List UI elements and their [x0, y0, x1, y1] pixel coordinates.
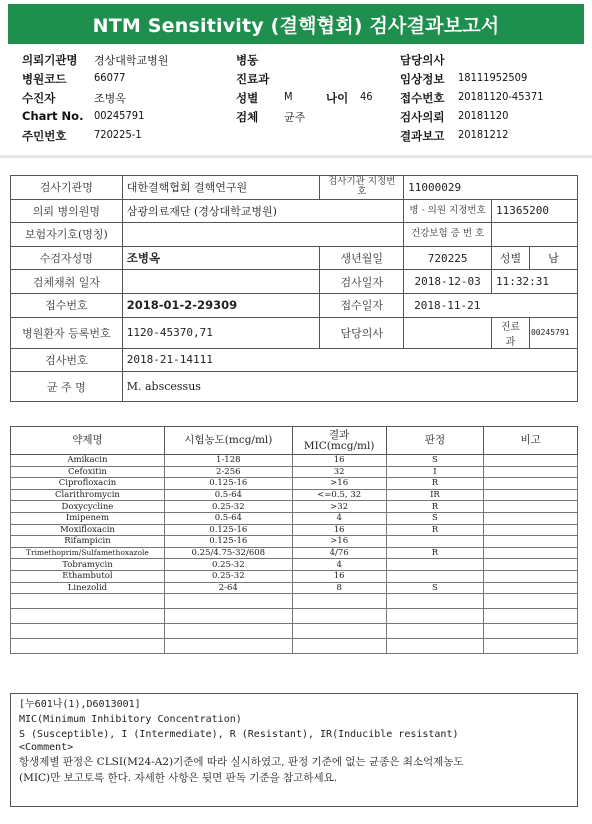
insurance-id-value — [492, 223, 578, 247]
empty-cell — [484, 624, 578, 639]
empty-row — [11, 624, 578, 639]
drug-name-cell: Doxycycline — [11, 501, 165, 513]
sex-label: 성별 — [236, 91, 259, 105]
drug-row — [11, 570, 578, 582]
interpretation-cell: R — [386, 547, 484, 559]
mic-cell: >16 — [292, 536, 386, 548]
mic-definition: MIC(Minimum Inhibitory Concentration) — [19, 714, 242, 725]
comment-tag: <Comment> — [19, 742, 74, 753]
hcode-label: 병원코드 — [22, 72, 67, 86]
concentration-cell: 0.25-32 — [164, 570, 292, 582]
chart-value: 00245791 — [94, 109, 145, 122]
age-label: 나이 — [326, 91, 349, 105]
mic-cell: 4 — [292, 559, 386, 571]
insurance-label: 보험자기호(명칭) — [11, 223, 123, 247]
organism-value: M. abscessus — [122, 372, 577, 402]
empty-cell — [484, 639, 578, 654]
mic-cell: >32 — [292, 501, 386, 513]
sex-value: M — [284, 90, 293, 103]
hospital-label: 의뢰기관명 — [22, 53, 78, 67]
ward-label: 병동 — [236, 53, 259, 67]
req-hospital-value: 삼광의료재단 (경상대학교병원) — [122, 199, 403, 223]
empty-cell — [164, 594, 292, 609]
remarks-cell — [484, 570, 578, 582]
test-time-value: 11:32:31 — [492, 270, 578, 294]
patient-dept-value: 00245791 — [529, 317, 577, 348]
remarks-cell — [484, 455, 578, 467]
empty-cell — [11, 594, 165, 609]
drug-name-cell: Clarithromycin — [11, 489, 165, 501]
insurance-id-label: 건강보험 증 번 호 — [404, 223, 492, 247]
birth-label: 생년월일 — [320, 246, 404, 270]
test-no-value: 2018-21-14111 — [122, 348, 577, 372]
test-date-label: 검사일자 — [320, 270, 404, 294]
concentration-cell: 1-128 — [164, 455, 292, 467]
drug-row — [11, 524, 578, 536]
remarks-cell — [484, 524, 578, 536]
req-hospital-code-label: 병 · 의원 지정번호 — [404, 199, 492, 223]
remarks-cell — [484, 582, 578, 594]
specimen-label: 검체 — [236, 110, 259, 124]
drug-name-cell: Trimethoprim/Sulfamethoxazole — [11, 547, 165, 559]
remarks-cell — [484, 501, 578, 513]
col-header-concentration: 시험농도(mcg/ml) — [164, 427, 292, 455]
clinical-value: 18111952509 — [458, 71, 528, 84]
accession-value: 20181120-45371 — [458, 90, 544, 103]
empty-cell — [11, 639, 165, 654]
accession-label: 접수번호 — [400, 91, 445, 105]
attending-doctor-value — [404, 317, 492, 348]
drug-name-cell: Ethambutol — [11, 570, 165, 582]
remarks-cell — [484, 559, 578, 571]
empty-cell — [164, 609, 292, 624]
interpretation-cell: R — [386, 501, 484, 513]
drug-row — [11, 559, 578, 571]
request-value: 20181120 — [458, 109, 509, 122]
concentration-cell: 0.25-32 — [164, 559, 292, 571]
interpretation-cell: S — [386, 582, 484, 594]
mic-cell: 16 — [292, 570, 386, 582]
report-header-info — [0, 48, 592, 158]
concentration-cell: 0.125-16 — [164, 478, 292, 490]
col-header-remarks: 비고 — [484, 427, 578, 455]
receipt-no-value: 2018-01-2-29309 — [122, 293, 320, 317]
interpretation-cell — [386, 559, 484, 571]
empty-cell — [484, 609, 578, 624]
drug-row — [11, 582, 578, 594]
collector-label: 수진자 — [22, 91, 56, 105]
lab-code-label: 검사기관 지정번호 — [320, 176, 404, 200]
drug-name-cell: Cefoxitin — [11, 466, 165, 478]
empty-row — [11, 594, 578, 609]
empty-cell — [292, 609, 386, 624]
attending-doctor-label: 담당의사 — [320, 317, 404, 348]
comment-note-2: (MIC)만 보고토록 한다. 자세한 사항은 뒷면 판독 기준을 참고하세요. — [19, 772, 338, 784]
header-divider — [0, 155, 592, 158]
remarks-cell — [484, 512, 578, 524]
test-date-value: 2018-12-03 — [404, 270, 492, 294]
patient-sex-value: 남 — [529, 246, 577, 270]
mic-cell: <=0.5, 32 — [292, 489, 386, 501]
req-hospital-code-value: 11365200 — [492, 199, 578, 223]
concentration-cell: 2-256 — [164, 466, 292, 478]
empty-cell — [386, 594, 484, 609]
collect-date-value — [122, 270, 320, 294]
mic-cell: 8 — [292, 582, 386, 594]
test-no-label: 검사번호 — [11, 348, 123, 372]
mic-cell: >16 — [292, 478, 386, 490]
collector-value: 조병옥 — [94, 92, 126, 105]
drug-row — [11, 512, 578, 524]
reg-no-label: 병원환자 등록번호 — [11, 317, 123, 348]
drug-row — [11, 455, 578, 467]
remarks-cell — [484, 466, 578, 478]
request-label: 검사의뢰 — [400, 110, 445, 124]
empty-cell — [164, 639, 292, 654]
birth-value: 720225 — [404, 246, 492, 270]
remarks-cell — [484, 547, 578, 559]
interpretation-cell — [386, 570, 484, 582]
empty-cell — [292, 624, 386, 639]
receipt-date-label: 접수일자 — [320, 293, 404, 317]
mic-cell: 16 — [292, 455, 386, 467]
empty-cell — [292, 639, 386, 654]
mic-cell: 4/76 — [292, 547, 386, 559]
interpretation-cell: R — [386, 524, 484, 536]
drug-susceptibility-table — [10, 426, 578, 654]
empty-cell — [386, 609, 484, 624]
drug-row — [11, 536, 578, 548]
interpretation-cell: I — [386, 466, 484, 478]
id-value: 720225-1 — [94, 128, 142, 141]
report-date-label: 결과보고 — [400, 129, 445, 143]
patient-sex-label: 성별 — [492, 246, 530, 270]
concentration-cell: 0.125-16 — [164, 536, 292, 548]
reg-no-value: 1120-45370,71 — [122, 317, 320, 348]
col-header-drug: 약제명 — [11, 427, 165, 455]
interpretation-cell: S — [386, 455, 484, 467]
lab-name-value: 대한결핵협회 결핵연구원 — [122, 176, 320, 200]
mic-cell: 16 — [292, 524, 386, 536]
drug-name-cell: Linezolid — [11, 582, 165, 594]
col-header-interpretation: 판정 — [386, 427, 484, 455]
mic-cell: 4 — [292, 512, 386, 524]
col-header-mic: 결과 MIC(mcg/ml) — [292, 427, 386, 455]
interpretation-legend: S (Susceptible), I (Intermediate), R (Resistant), IR(Inducible resistant) — [19, 729, 459, 740]
concentration-cell: 0.25-32 — [164, 501, 292, 513]
receipt-date-value: 2018-11-21 — [404, 293, 578, 317]
mic-cell: 32 — [292, 466, 386, 478]
empty-cell — [11, 609, 165, 624]
patient-info-table — [10, 175, 578, 402]
empty-row — [11, 609, 578, 624]
drug-name-cell: Moxifloxacin — [11, 524, 165, 536]
drug-row — [11, 547, 578, 559]
receipt-no-label: 접수번호 — [11, 293, 123, 317]
report-date-value: 20181212 — [458, 128, 509, 141]
concentration-cell: 0.25/4.75-32/608 — [164, 547, 292, 559]
req-hospital-label: 의뢰 병의원명 — [11, 199, 123, 223]
empty-cell — [484, 594, 578, 609]
empty-row — [11, 639, 578, 654]
drug-name-cell: Rifampicin — [11, 536, 165, 548]
hospital-value: 경상대학교병원 — [94, 54, 169, 67]
interpretation-cell: R — [386, 478, 484, 490]
drug-name-cell: Amikacin — [11, 455, 165, 467]
organism-label: 균 주 명 — [11, 372, 123, 402]
drug-name-cell: Tobramycin — [11, 559, 165, 571]
patient-dept-label: 진료과 — [492, 317, 530, 348]
empty-cell — [11, 624, 165, 639]
hcode-value: 66077 — [94, 71, 126, 84]
empty-cell — [386, 639, 484, 654]
lab-code-value: 11000029 — [404, 176, 578, 200]
comment-box — [10, 693, 578, 807]
lab-name-label: 검사기관명 — [11, 176, 123, 200]
concentration-cell: 0.125-16 — [164, 524, 292, 536]
dept-label: 진료과 — [236, 72, 270, 86]
doctor-label: 담당의사 — [400, 53, 445, 67]
remarks-cell — [484, 489, 578, 501]
drug-row — [11, 466, 578, 478]
comment-note-1: 항생제별 판정은 CLSI(M24-A2)기준에 따라 실시하였고, 판정 기준에 없는 균종은 최소억제농도 — [19, 756, 464, 768]
empty-cell — [386, 624, 484, 639]
concentration-cell: 0.5-64 — [164, 512, 292, 524]
report-title: NTM Sensitivity (결핵협회) 검사결과보고서 — [8, 4, 584, 44]
drug-row — [11, 489, 578, 501]
id-label: 주민번호 — [22, 129, 67, 143]
concentration-cell: 2-64 — [164, 582, 292, 594]
specimen-value: 균주 — [284, 111, 306, 124]
remarks-cell — [484, 536, 578, 548]
collect-date-label: 검체채취 일자 — [11, 270, 123, 294]
age-value: 46 — [360, 90, 373, 103]
interpretation-cell: IR — [386, 489, 484, 501]
concentration-cell: 0.5-64 — [164, 489, 292, 501]
comment-code: [누601나(1),D6013001] — [19, 699, 141, 710]
interpretation-cell: S — [386, 512, 484, 524]
drug-row — [11, 478, 578, 490]
drug-name-cell: Imipenem — [11, 512, 165, 524]
empty-cell — [292, 594, 386, 609]
drug-row — [11, 501, 578, 513]
empty-cell — [164, 624, 292, 639]
interpretation-cell — [386, 536, 484, 548]
insurance-value — [122, 223, 403, 247]
scanned-report — [0, 160, 592, 824]
chart-label: Chart No. — [22, 109, 84, 123]
clinical-label: 임상정보 — [400, 72, 445, 86]
drug-name-cell: Ciprofloxacin — [11, 478, 165, 490]
patient-name-label: 수검자성명 — [11, 246, 123, 270]
remarks-cell — [484, 478, 578, 490]
patient-name-value: 조병옥 — [122, 246, 320, 270]
